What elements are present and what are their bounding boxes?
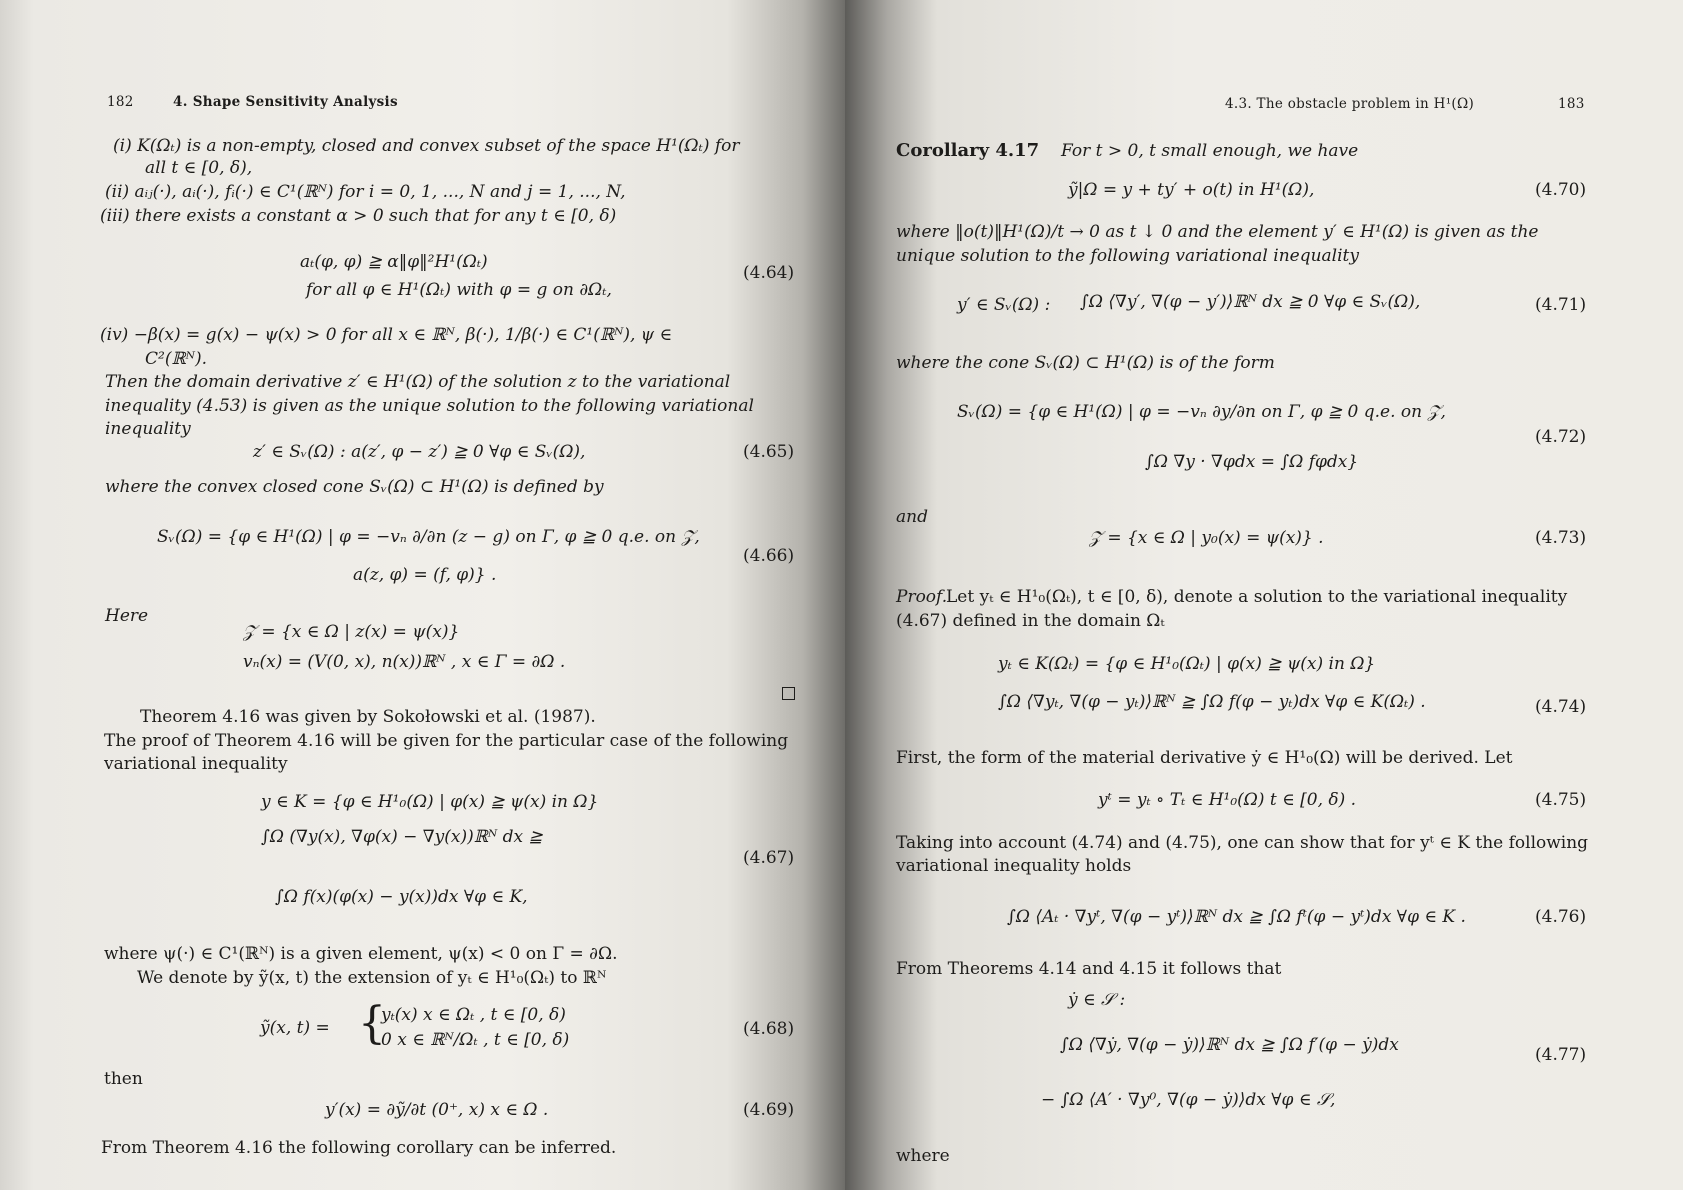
- text-line: where the cone Sᵥ(Ω) ⊂ H¹(Ω) is of the form: [896, 353, 1275, 373]
- equation-number: (4.67): [743, 848, 795, 868]
- equation-number: (4.68): [743, 1019, 795, 1039]
- equation: y′ ∈ Sᵥ(Ω) :: [957, 295, 1051, 315]
- text-line: for all φ ∈ H¹(Ωₜ) with φ = g on ∂Ωₜ,: [306, 280, 612, 300]
- equation: 𝒵 = {x ∈ Ω | y₀(x) = ψ(x)} .: [1089, 528, 1324, 548]
- equation: a(z, φ) = (f, φ)} .: [353, 565, 497, 585]
- equation-number: (4.76): [1535, 907, 1587, 927]
- text-line: where the convex closed cone Sᵥ(Ω) ⊂ H¹(Ω) is defined by: [105, 477, 604, 497]
- equation: ∫Ω f(x)(φ(x) − y(x))dx ∀φ ∈ K,: [275, 887, 528, 907]
- proof-label: Proof.: [896, 587, 948, 607]
- text-line: inequality: [105, 419, 191, 439]
- equation: 0 x ∈ ℝᴺ/Ωₜ , t ∈ [0, δ): [381, 1030, 570, 1050]
- text-line: From Theorems 4.14 and 4.15 it follows that: [896, 959, 1282, 979]
- text-line: (iii) there exists a constant α > 0 such that for any t ∈ [0, δ): [100, 206, 617, 226]
- text-line: Theorem 4.16 was given by Sokołowski et al. (1987).: [140, 707, 596, 727]
- text-line: Taking into account (4.74) and (4.75), one can show that for yᵗ ∈ K the following: [896, 833, 1589, 853]
- text-line: (iv) −β(x) = g(x) − ψ(x) > 0 for all x ∈ ℝᴺ, β(·), 1/β(·) ∈ C¹(ℝᴺ), ψ ∈: [100, 325, 673, 345]
- page-number: 182: [107, 94, 134, 110]
- equation-number: (4.73): [1535, 528, 1587, 548]
- equation-number: (4.65): [743, 442, 795, 462]
- equation-number: (4.70): [1535, 180, 1587, 200]
- running-header: 4. Shape Sensitivity Analysis: [173, 94, 398, 110]
- corollary-label: Corollary 4.17: [896, 140, 1040, 161]
- equation: ∫Ω ⟨∇y′, ∇(φ − y′)⟩ℝᴺ dx ≧ 0 ∀φ ∈ Sᵥ(Ω),: [1080, 292, 1421, 312]
- equation-number: (4.75): [1535, 790, 1587, 810]
- equation: y ∈ K = {φ ∈ H¹₀(Ω) | φ(x) ≧ ψ(x) in Ω}: [261, 792, 599, 812]
- qed-square-icon: [782, 687, 795, 700]
- equation: yₜ(x) x ∈ Ωₜ , t ∈ [0, δ): [381, 1005, 566, 1025]
- text-line: where: [896, 1146, 950, 1166]
- text-line: (ii) aᵢⱼ(·), aᵢ(·), fᵢ(·) ∈ C¹(ℝᴺ) for i = 0, 1, ..., N and j = 1, ..., N,: [105, 182, 626, 202]
- text-line: variational inequality: [104, 754, 288, 774]
- equation-number: (4.71): [1535, 295, 1587, 315]
- equation: ∫Ω ⟨∇ẏ, ∇(φ − ẏ)⟩ℝᴺ dx ≧ ∫Ω f′(φ − ẏ)dx: [1060, 1035, 1399, 1055]
- equation: ∫Ω ⟨Aₜ · ∇yᵗ, ∇(φ − yᵗ)⟩ℝᴺ dx ≧ ∫Ω fᵗ(φ − yᵗ)dx ∀φ ∈ K .: [1007, 907, 1466, 927]
- equation: − ∫Ω ⟨A′ · ∇y⁰, ∇(φ − ẏ)⟩dx ∀φ ∈ 𝒮,: [1041, 1090, 1336, 1110]
- text-line: Here: [105, 606, 149, 626]
- equation: ẏ ∈ 𝒮 :: [1068, 990, 1126, 1010]
- equation: vₙ(x) = (V(0, x), n(x))ℝᴺ , x ∈ Γ = ∂Ω .: [243, 652, 566, 672]
- equation-number: (4.74): [1535, 697, 1587, 717]
- text-line: First, the form of the material derivative ẏ ∈ H¹₀(Ω) will be derived. Let: [896, 748, 1513, 768]
- page-number: 183: [1558, 96, 1585, 112]
- equation: Sᵥ(Ω) = {φ ∈ H¹(Ω) | φ = −vₙ ∂y/∂n on Γ, φ ≧ 0 q.e. on 𝒵,: [957, 402, 1446, 422]
- text-line: then: [104, 1069, 143, 1089]
- text-line: The proof of Theorem 4.16 will be given for the particular case of the following: [104, 731, 789, 751]
- text-line: where ‖o(t)‖H¹(Ω)/t → 0 as t ↓ 0 and the element y′ ∈ H¹(Ω) is given as the: [896, 222, 1539, 242]
- text-line: all t ∈ [0, δ),: [145, 158, 253, 178]
- equation-number: (4.69): [743, 1100, 795, 1120]
- text-line: and: [896, 507, 928, 527]
- equation: y′(x) = ∂ỹ/∂t (0⁺, x) x ∈ Ω .: [325, 1100, 549, 1120]
- equation: ∫Ω (∇y(x), ∇φ(x) − ∇y(x))ℝᴺ dx ≧: [261, 827, 543, 847]
- text-line: unique solution to the following variational inequality: [896, 246, 1359, 266]
- equation: ∫Ω ∇y · ∇φdx = ∫Ω fφdx}: [1145, 452, 1359, 472]
- equation: ỹ|Ω = y + ty′ + o(t) in H¹(Ω),: [1068, 180, 1315, 200]
- text-line: Then the domain derivative z′ ∈ H¹(Ω) of the solution z to the variational: [105, 372, 731, 392]
- equation: 𝒵 = {x ∈ Ω | z(x) = ψ(x)}: [243, 622, 460, 642]
- equation: aₜ(φ, φ) ≧ α‖φ‖²H¹(Ωₜ): [300, 252, 488, 272]
- left-brace-icon: {: [358, 998, 386, 1049]
- running-header: 4.3. The obstacle problem in H¹(Ω): [1225, 96, 1475, 112]
- equation: ∫Ω ⟨∇yₜ, ∇(φ − yₜ)⟩ℝᴺ ≧ ∫Ω f(φ − yₜ)dx ∀φ ∈ K(Ωₜ) .: [998, 692, 1426, 712]
- text-line: C²(ℝᴺ).: [145, 349, 207, 369]
- equation: z′ ∈ Sᵥ(Ω) : a(z′, φ − z′) ≧ 0 ∀φ ∈ Sᵥ(Ω),: [253, 442, 586, 462]
- equation: ỹ(x, t) =: [260, 1018, 330, 1038]
- text-line: For t > 0, t small enough, we have: [1061, 141, 1359, 161]
- equation: yₜ ∈ K(Ωₜ) = {φ ∈ H¹₀(Ωₜ) | φ(x) ≧ ψ(x) in Ω}: [998, 654, 1376, 674]
- equation-number: (4.64): [743, 263, 795, 283]
- equation-number: (4.77): [1535, 1045, 1587, 1065]
- text-line: From Theorem 4.16 the following corollary can be inferred.: [101, 1138, 617, 1158]
- equation: Sᵥ(Ω) = {φ ∈ H¹(Ω) | φ = −vₙ ∂/∂n (z − g) on Γ, φ ≧ 0 q.e. on 𝒵,: [157, 527, 700, 547]
- right-page: [845, 0, 1683, 1190]
- text-line: (i) K(Ωₜ) is a non-empty, closed and convex subset of the space H¹(Ωₜ) for: [113, 136, 740, 156]
- text-line: We denote by ỹ(x, t) the extension of yₜ ∈ H¹₀(Ωₜ) to ℝᴺ: [137, 968, 607, 988]
- text-line: (4.67) defined in the domain Ωₜ: [896, 611, 1165, 631]
- equation-number: (4.66): [743, 546, 795, 566]
- text-line: inequality (4.53) is given as the unique solution to the following variational: [105, 396, 754, 416]
- text-line: variational inequality holds: [896, 856, 1132, 876]
- equation: yᵗ = yₜ ∘ Tₜ ∈ H¹₀(Ω) t ∈ [0, δ) .: [1098, 790, 1357, 810]
- text-line: Let yₜ ∈ H¹₀(Ωₜ), t ∈ [0, δ), denote a solution to the variational inequality: [946, 587, 1568, 607]
- equation-number: (4.72): [1535, 427, 1587, 447]
- text-line: where ψ(·) ∈ C¹(ℝᴺ) is a given element, ψ(x) < 0 on Γ = ∂Ω.: [104, 944, 618, 964]
